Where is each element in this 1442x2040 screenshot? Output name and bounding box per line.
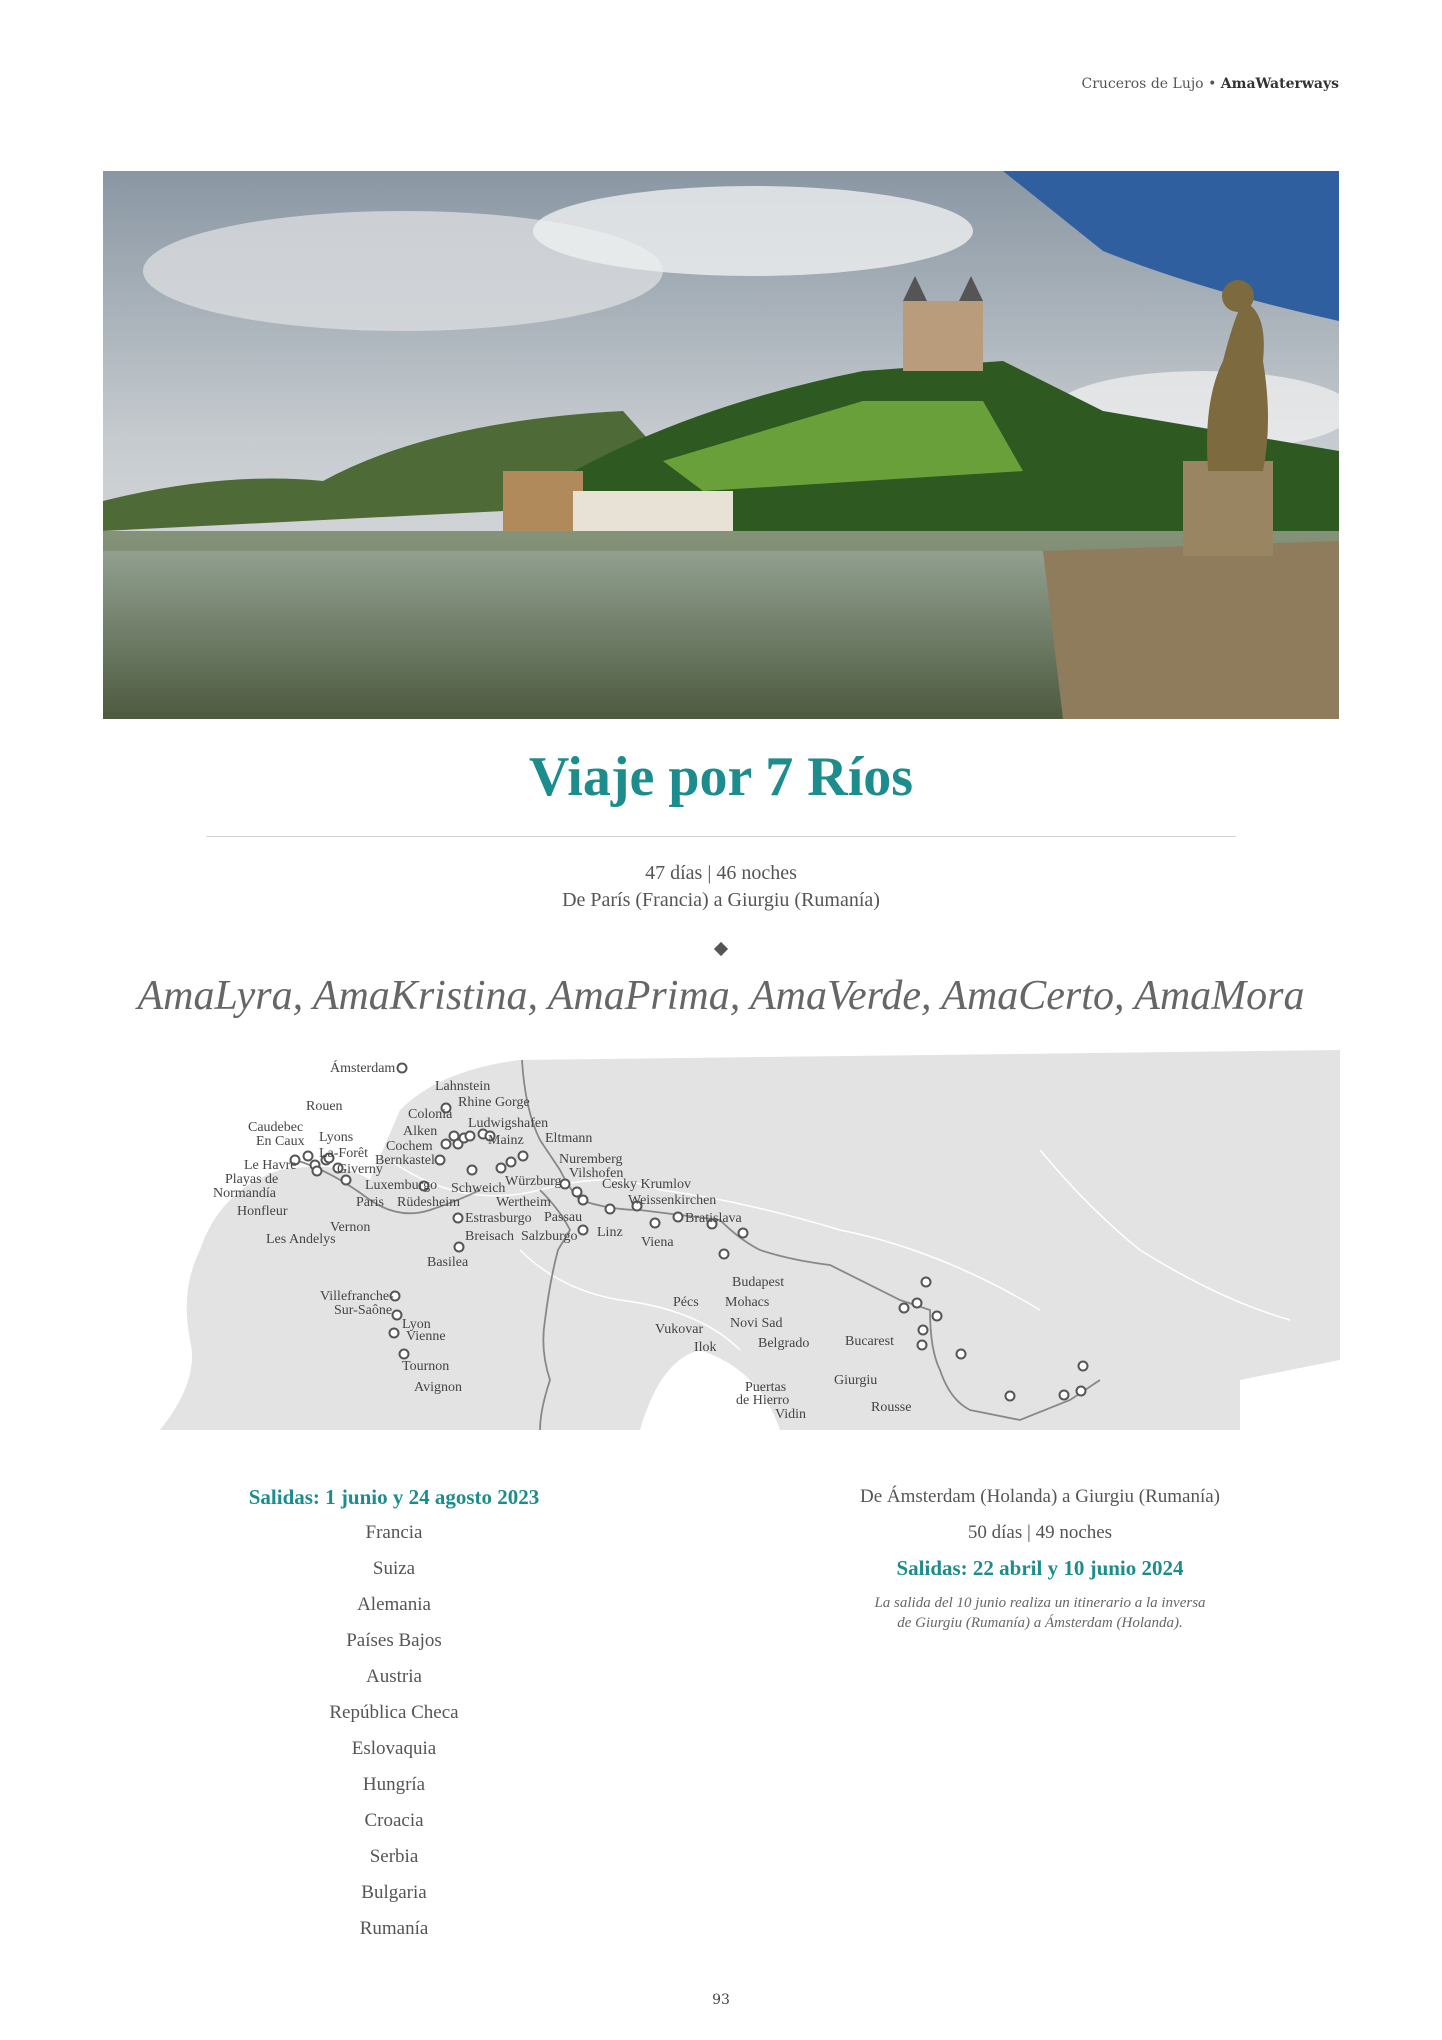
city-label: Sur-Saône [334,1303,393,1318]
diamond-ornament [714,942,728,956]
city-label: Bucarest [845,1334,894,1349]
departures-2024-column [800,1479,1280,1633]
city-label: Lyon [402,1317,431,1332]
trip-route: De París (Francia) a Giurgiu (Rumanía) [562,889,880,911]
city-label: Estrasburgo [465,1211,532,1226]
duration-2024: 50 días | 49 noches [967,1522,1113,1543]
country-item: Países Bajos [346,1630,442,1651]
country-item: Francia [365,1522,423,1543]
city-label: Avignon [414,1380,462,1395]
country-item: Rumanía [359,1918,429,1939]
country-item: Eslovaquia [351,1738,437,1759]
country-item: Austria [366,1666,422,1687]
departures-2024: Salidas: 22 abril y 10 junio 2024 [896,1556,1184,1580]
city-label: La-Forêt [319,1146,368,1161]
city-label: Linz [597,1225,623,1240]
city-label: Schweich [451,1181,506,1196]
city-label: Vidin [775,1407,807,1422]
city-label: Normandía [213,1186,276,1201]
city-label: Lahnstein [435,1079,491,1094]
city-label: Rüdesheim [397,1195,460,1210]
country-item: Bulgaria [361,1882,427,1903]
city-label: Salzburgo [521,1229,578,1244]
city-label: Ámsterdam [330,1061,396,1076]
city-label: Vukovar [655,1322,704,1337]
country-item: República Checa [329,1702,459,1723]
city-label: Rouen [306,1099,343,1114]
city-label: Passau [544,1210,583,1225]
header-brand: AmaWaterways [1220,76,1339,92]
city-label: Cochem [386,1139,433,1154]
city-label: Ilok [694,1340,717,1355]
city-label: Lyons [319,1130,354,1145]
city-label: Cesky Krumlov [602,1177,692,1192]
itinerary-note-line1: La salida del 10 junio realiza un itinerario a la inversa [874,1595,1206,1611]
city-label: Würzburg [505,1174,562,1189]
city-label: Colonia [408,1107,453,1122]
city-label: Tournon [402,1359,450,1374]
page-header [1082,76,1339,92]
city-label: Pécs [673,1295,699,1310]
city-label: Vienne [406,1329,446,1344]
title-divider [206,836,1236,837]
city-label: Vernon [330,1220,371,1235]
city-label: Ludwigshafen [468,1116,549,1131]
city-label: Rhine Gorge [458,1095,530,1110]
departures-2023-column [194,1479,594,1947]
city-label: Puertas [745,1380,787,1395]
page-title: Viaje por 7 Ríos [528,746,914,808]
city-label: Villefranche- [320,1289,394,1304]
city-label: Rousse [871,1400,912,1415]
country-item: Alemania [357,1594,431,1615]
page-number: 93 [712,1992,730,2008]
city-label: Playas de [225,1172,279,1187]
city-label: Caudebec [248,1120,304,1135]
country-item: Serbia [369,1846,419,1867]
city-label: Basilea [427,1255,469,1270]
city-label: de Hierro [736,1393,790,1408]
city-label: Alken [403,1124,438,1139]
city-label: Bernkastel [375,1153,435,1168]
city-label: Paris [356,1195,384,1210]
country-item: Croacia [364,1810,424,1831]
country-item: Suiza [372,1558,416,1579]
city-label: Mohacs [725,1295,770,1310]
city-label: Giurgiu [834,1373,878,1388]
city-label: Bratislava [685,1211,742,1226]
country-item: Hungría [362,1774,426,1795]
city-label: Belgrado [758,1336,810,1351]
ship-names: AmaLyra, AmaKristina, AmaPrima, AmaVerde, AmaCerto, AmaMora [137,973,1305,1019]
city-label: Nuremberg [559,1152,623,1167]
river-landscape-image [103,171,1339,719]
city-label: Le Havre [244,1158,297,1173]
city-label: Giverny [337,1162,383,1177]
city-label: Budapest [732,1275,785,1290]
city-label: En Caux [256,1134,305,1149]
city-label: Eltmann [545,1131,593,1146]
city-label: Luxemburgo [365,1178,438,1193]
hero-photo [103,171,1339,719]
header-section: Cruceros de Lujo [1081,76,1204,92]
header-separator: • [1208,76,1217,92]
city-label: Novi Sad [730,1316,783,1331]
route-2024: De Ámsterdam (Holanda) a Giurgiu (Rumanía) [859,1486,1221,1507]
departures-2023: Salidas: 1 junio y 24 agosto 2023 [248,1485,540,1509]
city-label: Wertheim [496,1195,551,1210]
city-label: Viena [641,1235,674,1250]
city-label: Mainz [488,1133,524,1148]
city-label: Breisach [465,1229,514,1244]
city-label: Weissenkirchen [628,1193,717,1208]
trip-duration: 47 días | 46 noches [645,862,797,884]
city-label: Les Andelys [266,1232,336,1247]
city-label: Honfleur [237,1204,288,1219]
city-label: Vilshofen [569,1166,624,1181]
route-map [140,1050,1340,1430]
itinerary-note-line2: de Giurgiu (Rumanía) a Ámsterdam (Holanda). [897,1615,1183,1631]
europe-map [140,1050,1340,1430]
